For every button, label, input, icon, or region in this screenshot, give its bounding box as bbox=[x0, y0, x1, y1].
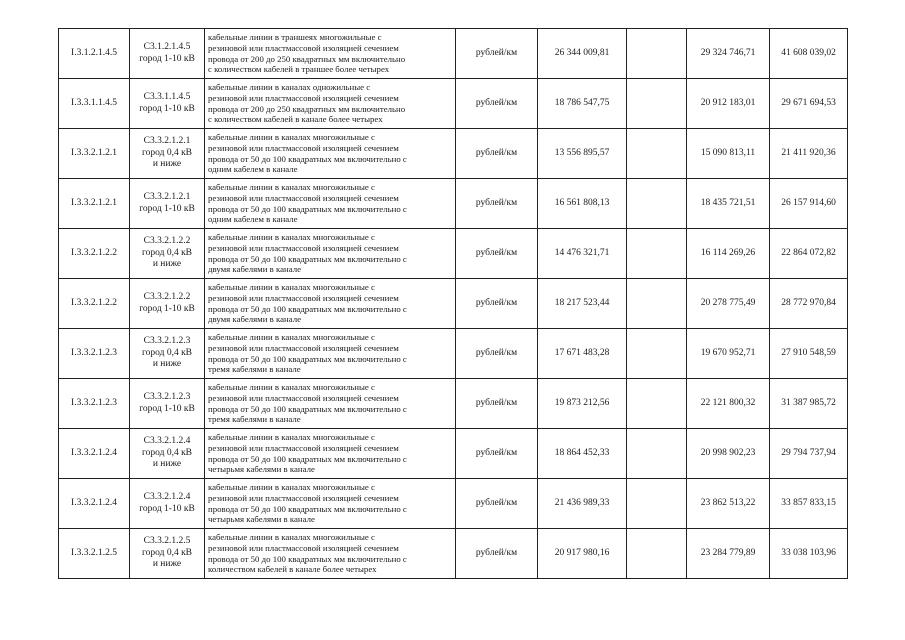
row-value-2-cell bbox=[627, 529, 687, 579]
row-description-text: кабельные линии в каналах многожильные с резиновой или пластмассовой изоляцией сечением провода от 50 до 100 квадратных мм включительно с количеством кабелей в канале более четырех bbox=[208, 532, 407, 575]
row-value-2-cell bbox=[627, 379, 687, 429]
row-value-4-cell bbox=[770, 279, 848, 329]
row-value-4-text: 29 794 737,94 bbox=[781, 448, 836, 458]
row-code-text: I.3.3.2.1.2.4 bbox=[71, 498, 117, 508]
row-code-cell bbox=[59, 29, 130, 79]
row-unit-cell bbox=[456, 179, 538, 229]
row-code-text: I.3.3.1.1.4.5 bbox=[71, 98, 117, 108]
table-body bbox=[59, 29, 848, 579]
row-code-text: I.3.3.2.1.2.2 bbox=[71, 298, 117, 308]
row-classification-cell bbox=[130, 379, 205, 429]
row-value-1-text: 18 217 523,44 bbox=[554, 298, 610, 308]
table-row bbox=[59, 129, 848, 179]
row-value-3-text: 29 324 746,71 bbox=[700, 48, 756, 58]
row-value-1-text: 16 561 808,13 bbox=[554, 198, 610, 208]
table-row bbox=[59, 279, 848, 329]
row-description-cell bbox=[205, 29, 456, 79]
row-code-cell bbox=[59, 229, 130, 279]
row-code-text: I.3.3.2.1.2.1 bbox=[71, 148, 117, 158]
row-code-cell bbox=[59, 479, 130, 529]
row-classification-text: С3.3.2.1.2.5 город 0,4 кВ и ниже bbox=[141, 536, 193, 570]
row-unit-cell bbox=[456, 379, 538, 429]
row-value-1-cell bbox=[538, 29, 627, 79]
row-unit-text: рублей/км bbox=[475, 198, 518, 208]
row-value-3-text: 20 912 183,01 bbox=[700, 98, 756, 108]
row-classification-cell bbox=[130, 529, 205, 579]
row-value-3-cell bbox=[687, 29, 770, 79]
row-value-3-cell bbox=[687, 479, 770, 529]
row-value-4-text: 21 411 920,36 bbox=[781, 148, 836, 158]
row-value-1-cell bbox=[538, 529, 627, 579]
row-code-text: I.3.3.2.1.2.2 bbox=[71, 248, 117, 258]
row-value-1-cell bbox=[538, 429, 627, 479]
row-value-4-text: 29 671 694,53 bbox=[781, 98, 836, 108]
table-row bbox=[59, 329, 848, 379]
row-value-2-cell bbox=[627, 29, 687, 79]
row-unit-text: рублей/км bbox=[475, 98, 518, 108]
row-value-2-cell bbox=[627, 279, 687, 329]
row-classification-text: С3.3.2.1.2.4 город 0,4 кВ и ниже bbox=[141, 436, 193, 470]
row-value-3-text: 23 284 779,89 bbox=[700, 548, 756, 558]
row-classification-cell bbox=[130, 29, 205, 79]
row-unit-text: рублей/км bbox=[475, 248, 518, 258]
row-unit-text: рублей/км bbox=[475, 348, 518, 358]
row-description-cell bbox=[205, 79, 456, 129]
row-classification-text: С3.3.2.1.2.1 город 1-10 кВ bbox=[139, 192, 195, 214]
row-classification-cell bbox=[130, 229, 205, 279]
row-code-text: I.3.3.2.1.2.3 bbox=[71, 398, 117, 408]
table-row bbox=[59, 529, 848, 579]
row-classification-text: С3.3.1.1.4.5 город 1-10 кВ bbox=[139, 92, 195, 114]
row-classification-text: С3.3.2.1.2.3 город 0,4 кВ и ниже bbox=[141, 336, 193, 370]
row-description-text: кабельные линии в каналах одножильные с резиновой или пластмассовой изоляцией сечением провода от 200 до 250 квадратных мм включительно с количеством кабелей в канале более четырех bbox=[208, 82, 406, 125]
row-value-3-text: 20 998 902,23 bbox=[700, 448, 756, 458]
row-code-text: I.3.3.2.1.2.3 bbox=[71, 348, 117, 358]
row-code-cell bbox=[59, 379, 130, 429]
row-code-cell bbox=[59, 129, 130, 179]
row-classification-text: С3.3.2.1.2.2 город 1-10 кВ bbox=[139, 292, 195, 314]
row-description-text: кабельные линии в каналах многожильные с резиновой или пластмассовой изоляцией сечением провода от 50 до 100 квадратных мм включительно с четырьмя кабелями в канале bbox=[208, 432, 407, 475]
row-code-cell bbox=[59, 279, 130, 329]
table-row bbox=[59, 229, 848, 279]
row-classification-cell bbox=[130, 329, 205, 379]
row-classification-cell bbox=[130, 279, 205, 329]
row-value-4-text: 22 864 072,82 bbox=[781, 248, 836, 258]
row-description-cell bbox=[205, 379, 456, 429]
row-description-text: кабельные линии в каналах многожильные с резиновой или пластмассовой изоляцией сечением провода от 50 до 100 квадратных мм включительно с двумя кабелями в канале bbox=[208, 232, 407, 275]
row-unit-cell bbox=[456, 529, 538, 579]
row-description-cell bbox=[205, 279, 456, 329]
tariff-table bbox=[58, 28, 848, 579]
row-code-text: I.3.3.2.1.2.4 bbox=[71, 448, 117, 458]
row-value-4-text: 27 910 548,59 bbox=[781, 348, 836, 358]
row-value-3-cell bbox=[687, 429, 770, 479]
row-unit-cell bbox=[456, 329, 538, 379]
row-value-4-text: 33 038 103,96 bbox=[781, 548, 836, 558]
row-value-4-cell bbox=[770, 429, 848, 479]
row-classification-cell bbox=[130, 129, 205, 179]
row-description-text: кабельные линии в траншеях многожильные с резиновой или пластмассовой изоляцией сечением провода от 200 до 250 квадратных мм включительно с количеством кабелей в траншее более четырех bbox=[208, 32, 406, 75]
row-value-3-text: 16 114 269,26 bbox=[700, 248, 756, 258]
row-value-4-cell bbox=[770, 29, 848, 79]
table-row bbox=[59, 429, 848, 479]
row-value-1-text: 14 476 321,71 bbox=[554, 248, 610, 258]
row-value-4-cell bbox=[770, 479, 848, 529]
row-code-text: I.3.3.2.1.2.5 bbox=[71, 548, 117, 558]
row-classification-cell bbox=[130, 79, 205, 129]
table-row bbox=[59, 179, 848, 229]
row-value-3-text: 23 862 513,22 bbox=[700, 498, 756, 508]
row-value-1-text: 18 786 547,75 bbox=[554, 98, 610, 108]
row-unit-cell bbox=[456, 229, 538, 279]
row-value-3-cell bbox=[687, 279, 770, 329]
table-row bbox=[59, 79, 848, 129]
row-value-1-cell bbox=[538, 229, 627, 279]
row-classification-cell bbox=[130, 479, 205, 529]
row-value-4-cell bbox=[770, 379, 848, 429]
row-classification-text: С3.1.2.1.4.5 город 1-10 кВ bbox=[139, 42, 195, 64]
row-value-3-cell bbox=[687, 229, 770, 279]
row-value-3-cell bbox=[687, 529, 770, 579]
row-classification-text: С3.3.2.1.2.2 город 0,4 кВ и ниже bbox=[141, 236, 193, 270]
row-value-2-cell bbox=[627, 229, 687, 279]
row-value-2-cell bbox=[627, 479, 687, 529]
row-value-3-cell bbox=[687, 379, 770, 429]
row-value-1-cell bbox=[538, 379, 627, 429]
row-value-2-cell bbox=[627, 79, 687, 129]
row-value-3-text: 18 435 721,51 bbox=[700, 198, 756, 208]
row-value-1-cell bbox=[538, 179, 627, 229]
row-code-text: I.3.3.2.1.2.1 bbox=[71, 198, 117, 208]
row-value-3-cell bbox=[687, 79, 770, 129]
row-unit-cell bbox=[456, 429, 538, 479]
row-value-1-text: 18 864 452,33 bbox=[554, 448, 610, 458]
row-value-4-cell bbox=[770, 529, 848, 579]
row-description-cell bbox=[205, 529, 456, 579]
row-description-cell bbox=[205, 479, 456, 529]
row-classification-text: С3.3.2.1.2.4 город 1-10 кВ bbox=[139, 492, 195, 514]
row-unit-text: рублей/км bbox=[475, 398, 518, 408]
row-value-4-cell bbox=[770, 329, 848, 379]
row-description-cell bbox=[205, 429, 456, 479]
row-value-4-text: 28 772 970,84 bbox=[781, 298, 836, 308]
row-value-1-cell bbox=[538, 129, 627, 179]
row-unit-cell bbox=[456, 79, 538, 129]
row-unit-text: рублей/км bbox=[475, 498, 518, 508]
row-description-cell bbox=[205, 129, 456, 179]
row-description-text: кабельные линии в каналах многожильные с резиновой или пластмассовой изоляцией сечением провода от 50 до 100 квадратных мм включительно с тремя кабелями в канале bbox=[208, 382, 407, 425]
row-code-cell bbox=[59, 529, 130, 579]
row-value-1-text: 26 344 009,81 bbox=[554, 48, 610, 58]
row-unit-text: рублей/км bbox=[475, 48, 518, 58]
row-value-1-cell bbox=[538, 79, 627, 129]
row-value-2-cell bbox=[627, 129, 687, 179]
document-page bbox=[58, 28, 848, 579]
row-value-3-cell bbox=[687, 129, 770, 179]
row-code-cell bbox=[59, 179, 130, 229]
row-unit-cell bbox=[456, 29, 538, 79]
row-value-2-cell bbox=[627, 179, 687, 229]
table-row bbox=[59, 29, 848, 79]
row-classification-text: С3.3.2.1.2.3 город 1-10 кВ bbox=[139, 392, 195, 414]
row-value-1-text: 20 917 980,16 bbox=[554, 548, 610, 558]
row-value-1-text: 13 556 895,57 bbox=[554, 148, 610, 158]
row-value-3-cell bbox=[687, 179, 770, 229]
row-classification-cell bbox=[130, 179, 205, 229]
row-description-text: кабельные линии в каналах многожильные с резиновой или пластмассовой изоляцией сечением провода от 50 до 100 квадратных мм включительно с двумя кабелями в канале bbox=[208, 282, 407, 325]
row-value-1-cell bbox=[538, 479, 627, 529]
row-code-cell bbox=[59, 79, 130, 129]
row-unit-text: рублей/км bbox=[475, 298, 518, 308]
row-value-4-text: 26 157 914,60 bbox=[781, 198, 836, 208]
row-description-text: кабельные линии в каналах многожильные с резиновой или пластмассовой изоляцией сечением провода от 50 до 100 квадратных мм включительно с четырьмя кабелями в канале bbox=[208, 482, 407, 525]
row-value-2-cell bbox=[627, 329, 687, 379]
row-value-1-cell bbox=[538, 279, 627, 329]
row-code-cell bbox=[59, 429, 130, 479]
row-value-4-cell bbox=[770, 229, 848, 279]
row-unit-text: рублей/км bbox=[475, 548, 518, 558]
row-value-1-cell bbox=[538, 329, 627, 379]
row-description-cell bbox=[205, 179, 456, 229]
row-value-4-cell bbox=[770, 79, 848, 129]
row-description-text: кабельные линии в каналах многожильные с резиновой или пластмассовой изоляцией сечением провода от 50 до 100 квадратных мм включительно с тремя кабелями в канале bbox=[208, 332, 407, 375]
row-code-cell bbox=[59, 329, 130, 379]
row-description-text: кабельные линии в каналах многожильные с резиновой или пластмассовой изоляцией сечением провода от 50 до 100 квадратных мм включительно с одним кабелем в канале bbox=[208, 132, 407, 175]
row-value-4-cell bbox=[770, 179, 848, 229]
row-value-1-text: 19 873 212,56 bbox=[554, 398, 610, 408]
row-unit-cell bbox=[456, 279, 538, 329]
table-row bbox=[59, 379, 848, 429]
row-unit-cell bbox=[456, 129, 538, 179]
row-unit-text: рублей/км bbox=[475, 448, 518, 458]
table-row bbox=[59, 479, 848, 529]
row-value-3-text: 20 278 775,49 bbox=[700, 298, 756, 308]
row-value-4-text: 41 608 039,02 bbox=[781, 48, 836, 58]
row-code-text: I.3.1.2.1.4.5 bbox=[71, 48, 117, 58]
row-value-4-text: 33 857 833,15 bbox=[781, 498, 836, 508]
row-value-4-text: 31 387 985,72 bbox=[781, 398, 836, 408]
row-classification-cell bbox=[130, 429, 205, 479]
row-value-1-text: 17 671 483,28 bbox=[554, 348, 610, 358]
row-value-1-text: 21 436 989,33 bbox=[554, 498, 610, 508]
row-classification-text: С3.3.2.1.2.1 город 0,4 кВ и ниже bbox=[141, 136, 193, 170]
row-description-text: кабельные линии в каналах многожильные с резиновой или пластмассовой изоляцией сечением провода от 50 до 100 квадратных мм включительно с одним кабелем в канале bbox=[208, 182, 407, 225]
row-unit-text: рублей/км bbox=[475, 148, 518, 158]
row-value-3-text: 15 090 813,11 bbox=[700, 148, 756, 158]
row-value-3-cell bbox=[687, 329, 770, 379]
row-description-cell bbox=[205, 329, 456, 379]
row-value-3-text: 19 670 952,71 bbox=[700, 348, 756, 358]
row-value-2-cell bbox=[627, 429, 687, 479]
row-value-4-cell bbox=[770, 129, 848, 179]
row-unit-cell bbox=[456, 479, 538, 529]
row-description-cell bbox=[205, 229, 456, 279]
row-value-3-text: 22 121 800,32 bbox=[700, 398, 756, 408]
